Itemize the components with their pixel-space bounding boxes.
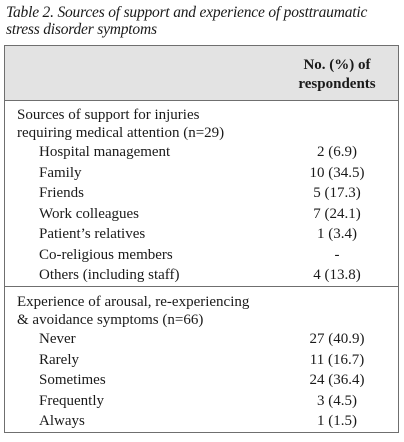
caption-line-2: stress disorder symptoms [6,21,157,38]
row-label: Frequently [39,392,104,409]
caption-line-1: Table 2. Sources of support and experience of posttraumatic [6,4,368,21]
row-value: 5 (17.3) [313,185,361,201]
row-label: Work colleagues [39,205,140,222]
section-title [5,102,317,142]
table-row [5,329,398,350]
row-value: 27 (40.9) [309,331,365,347]
table-row [5,224,398,245]
section-title-line-1: Sources of support for injuries [17,107,200,123]
table-row [5,204,398,225]
row-label: Patient’s relatives [39,226,146,242]
row-label: Hospital management [39,144,171,160]
row-value: 24 (36.4) [309,372,365,388]
row-value: 10 (34.5) [309,164,365,181]
column-header-line-1: No. (%) of [303,57,371,73]
row-label: Always [39,413,85,429]
row-label: Sometimes [39,372,106,388]
row-value: 1 (3.4) [317,226,357,242]
data-table [4,45,399,433]
table-row [5,183,398,204]
section-title-line-2: & avoidance symptoms (n=66) [17,312,204,328]
table-row [5,245,398,266]
table-row [5,370,398,391]
section-title [5,287,317,329]
column-header-line-2: respondents [298,76,376,92]
row-label: Rarely [39,351,79,368]
row-label: Others (including staff) [39,267,180,283]
table-row [5,350,398,371]
row-value: 1 (1.5) [317,413,357,429]
row-value: - [334,246,340,263]
section-ptsd-symptoms [5,286,398,432]
section-title-line-1: Experience of arousal, re-experiencing [17,294,250,310]
table-row [5,163,398,184]
table-row [5,391,398,412]
table-row [5,142,398,163]
table-row [5,265,398,286]
section-title-line-2: requiring medical attention (n=29) [17,125,225,141]
row-value: 4 (13.8) [313,267,361,283]
row-label: Family [39,164,82,181]
column-header-respondents [287,56,387,94]
row-value: 3 (4.5) [317,392,357,409]
row-label: Friends [39,185,84,201]
table-header [5,46,398,101]
table-caption [6,4,396,38]
row-label: Never [39,331,76,347]
section-sources-of-support [5,102,398,286]
row-label: Co-religious members [39,246,173,263]
row-value: 2 (6.9) [317,144,357,160]
row-value: 7 (24.1) [313,205,361,222]
table-row [5,411,398,432]
row-value: 11 (16.7) [309,351,365,368]
